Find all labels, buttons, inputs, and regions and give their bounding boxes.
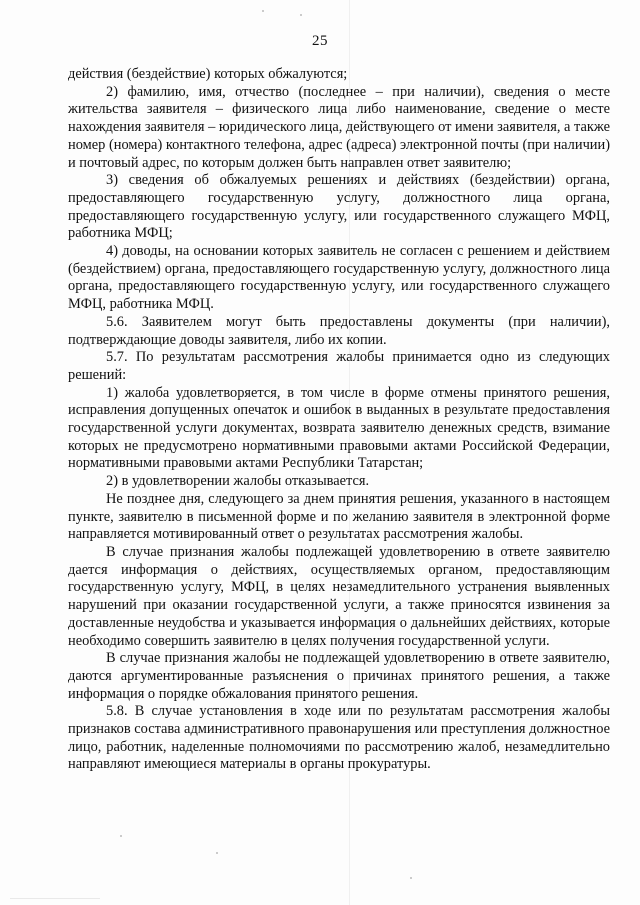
- paragraph: 5.6. Заявителем могут быть предоставлены документы (при наличии), подтверждающие доводы заявителя, либо их копии.: [68, 313, 610, 348]
- paragraph: действия (бездействие) которых обжалуются;: [68, 66, 348, 82]
- scan-artifact: [262, 10, 264, 12]
- paragraph: В случае признания жалобы подлежащей удовлетворению в ответе заявителю дается информация о действиях, осуществляемых органом, предоставляющим государственную услугу, МФЦ, в целях незамедлительного устранения выявленных нарушений при оказании государственной услуги, а также приносятся извинения за доставленные неудобства и указывается информация о дальнейших действиях, которые необходимо совершить заявителю в целях получения государственной услуги.: [68, 543, 610, 649]
- paragraph: 5.7. По результатам рассмотрения жалобы принимается одно из следующих решений:: [68, 349, 610, 383]
- paragraph: 4) доводы, на основании которых заявитель не согласен с решением и действием (бездействием) органа, предоставляющего государственную услугу, должностного лица органа, предоставляющего государственную услугу, или государственного служащего МФЦ, работника МФЦ.: [68, 243, 610, 313]
- document-body: [68, 66, 610, 774]
- scan-artifact: [120, 835, 122, 837]
- paragraph: Не позднее дня, следующего за днем принятия решения, указанного в настоящем пункте, заявителю в письменной форме и по желанию заявителя в электронной форме направляется мотивированный ответ о результатах рассмотрения жалобы.: [68, 490, 610, 543]
- paragraph: 2) в удовлетворении жалобы отказывается.: [106, 473, 370, 490]
- paragraph: 1) жалоба удовлетворяется, в том числе в форме отмены принятого решения, исправления допущенных опечаток и ошибок в выданных в результате предоставления государственной услуги документах, возврата заявителю денежных средств, взимание которых не предусмотрено нормативными правовыми актами Российской Федерации, нормативными правовыми актами Республики Татарстан;: [68, 384, 610, 472]
- scan-artifact: [216, 852, 218, 854]
- paragraph: 3) сведения об обжалуемых решениях и действиях (бездействии) органа, предоставляющего государственную услугу, должностного лица органа, предоставляющего государственную услугу, или государственного служащего МФЦ, работника МФЦ;: [68, 172, 610, 242]
- scan-artifact: [10, 898, 100, 899]
- paragraph: 2) фамилию, имя, отчество (последнее – при наличии), сведения о месте жительства заявителя – физического лица либо наименование, сведение о месте нахождения заявителя – юридического лица, действующего от имени заявителя, а также номер (номера) контактного телефона, адрес (адреса) электронной почты (при наличии) и почтовый адрес, по которым должен быть направлен ответ заявителю;: [68, 83, 610, 171]
- page-number: 25: [312, 33, 328, 49]
- paragraph: 5.8. В случае установления в ходе или по результатам рассмотрения жалобы признаков состава административного правонарушения или преступления должностное лицо, работник, наделенные полномочиями по рассмотрению жалоб, незамедлительно направляют имеющиеся материалы в органы прокуратуры.: [68, 703, 610, 773]
- scan-artifact: [300, 14, 302, 16]
- paragraph: В случае признания жалобы не подлежащей удовлетворению в ответе заявителю, даются аргументированные разъяснения о причинах принятого решения, а также информация о порядке обжалования принятого решения.: [68, 650, 610, 702]
- scan-artifact: [410, 877, 412, 879]
